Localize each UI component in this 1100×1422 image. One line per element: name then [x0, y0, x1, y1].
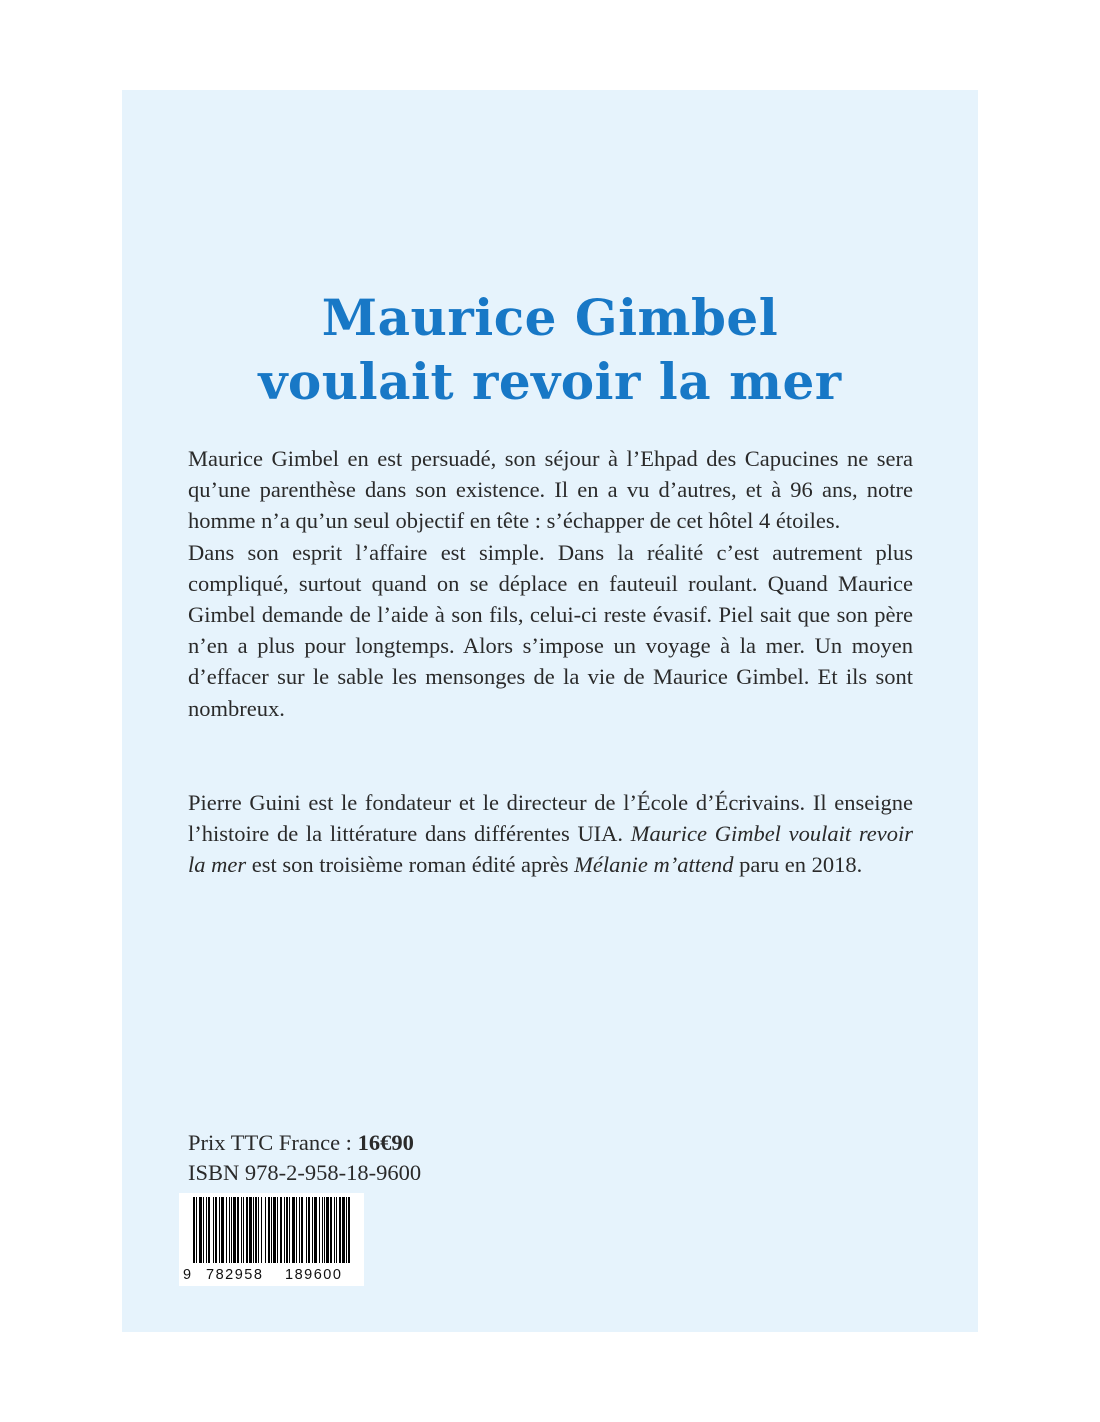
- barcode-bar: [221, 1197, 224, 1263]
- book-back-cover: [122, 90, 978, 1332]
- barcode-bar: [334, 1197, 335, 1263]
- author-bio-book-title: Maurice Gimbel voulait revoir la mer: [188, 821, 913, 878]
- barcode-bar: [322, 1197, 323, 1263]
- barcode-bar: [208, 1197, 210, 1263]
- barcode-bar: [249, 1197, 252, 1263]
- barcode-bar: [258, 1197, 259, 1263]
- barcode-bar: [336, 1197, 337, 1263]
- barcode-bar: [339, 1197, 341, 1263]
- barcode-bar: [219, 1197, 220, 1263]
- barcode-bar: [237, 1197, 239, 1263]
- barcode-bar: [213, 1197, 214, 1263]
- book-title: [122, 286, 978, 414]
- barcode-bar: [261, 1197, 262, 1263]
- barcode-bar: [314, 1197, 317, 1263]
- barcode-digits-left: 782958: [206, 1267, 264, 1283]
- barcode-digit-lead: 9: [183, 1267, 192, 1283]
- barcode-bar: [306, 1197, 307, 1263]
- barcode-bar: [268, 1197, 270, 1263]
- barcode-bar: [206, 1197, 207, 1263]
- price-label: Prix TTC France :: [188, 1130, 358, 1155]
- barcode-bar: [299, 1197, 300, 1263]
- barcode-bar: [255, 1197, 257, 1263]
- barcode-bar: [215, 1197, 217, 1263]
- barcode-digits: [179, 1267, 364, 1285]
- price-value: 16€90: [357, 1130, 414, 1155]
- price-line: [188, 1128, 421, 1158]
- barcode-bar: [246, 1197, 248, 1263]
- summary-paragraph-2: Dans son esprit l’affaire est simple. Dans la réalité c’est autrement plus compliqué, surtout quand on se déplace en fauteuil roulant. Quand Maurice Gimbel demande de l’aide à son fils, celui-ci reste évasif. Piel sait que son père n’en a plus pour longtemps. Alors s’impose un voyage à la mer. Un moyen d’effacer sur le sable les mensonges de la vie de Maurice Gimbel. Et ils sont nombreux.: [188, 539, 913, 721]
- barcode-bar: [253, 1197, 254, 1263]
- barcode-bar: [342, 1197, 345, 1263]
- barcode-bar: [284, 1197, 285, 1263]
- book-summary: [188, 443, 913, 724]
- barcode-bar: [273, 1197, 276, 1263]
- author-bio-text-2: est son troisième roman édité après: [246, 852, 575, 878]
- summary-paragraph-1: Maurice Gimbel en est persuadé, son séjour à l’Ehpad des Capucines ne sera qu’une parenthèse dans son existence. Il en a vu d’autres, et à 96 ans, notre homme n’a qu’un seul objectif en tête : s’échapper de cet hôtel 4 étoiles.: [188, 446, 913, 534]
- barcode-bar: [308, 1197, 310, 1263]
- author-bio: [188, 787, 913, 881]
- barcode-bar: [271, 1197, 272, 1263]
- barcode-bar: [265, 1197, 266, 1263]
- barcode-bar: [348, 1197, 350, 1263]
- barcode-bar: [346, 1197, 347, 1263]
- barcode-bar: [277, 1197, 278, 1263]
- barcode-bar: [324, 1197, 325, 1263]
- barcode-bar: [286, 1197, 288, 1263]
- barcode-bar: [196, 1197, 197, 1263]
- barcode-bar: [193, 1197, 195, 1263]
- barcode-bar: [233, 1197, 236, 1263]
- barcode-bar: [330, 1197, 332, 1263]
- author-bio-text-3: paru en 2018.: [733, 852, 863, 878]
- barcode-bar: [203, 1197, 204, 1263]
- author-bio-paragraph: [188, 787, 913, 881]
- price-and-isbn: [188, 1128, 421, 1188]
- book-title-line-2: voulait revoir la mer: [258, 352, 842, 411]
- barcode-bar: [226, 1197, 227, 1263]
- barcode-bar: [319, 1197, 320, 1263]
- isbn-barcode: [179, 1193, 364, 1286]
- author-bio-previous-book-title: Mélanie m’attend: [574, 852, 734, 878]
- barcode-bar: [292, 1197, 295, 1263]
- barcode-bar: [243, 1197, 244, 1263]
- barcode-bar: [241, 1197, 242, 1263]
- barcode-bar: [199, 1197, 202, 1263]
- barcode-bar: [280, 1197, 282, 1263]
- barcode-bar: [312, 1197, 313, 1263]
- barcode-bar: [231, 1197, 232, 1263]
- barcode-bar: [296, 1197, 297, 1263]
- author-bio-text-1: Pierre Guini est le fondateur et le directeur de l’École d’Écrivains. Il enseigne l’histoire de la littérature dans différentes UIA.: [188, 790, 913, 847]
- barcode-bar: [326, 1197, 329, 1263]
- isbn-line: ISBN 978-2-958-18-9600: [188, 1160, 422, 1185]
- barcode-bars: [179, 1193, 364, 1269]
- book-title-line-1: Maurice Gimbel: [321, 288, 779, 347]
- barcode-digits-right: 189600: [285, 1267, 343, 1283]
- barcode-bar: [301, 1197, 303, 1263]
- barcode-bar: [229, 1197, 230, 1263]
- barcode-bar: [289, 1197, 290, 1263]
